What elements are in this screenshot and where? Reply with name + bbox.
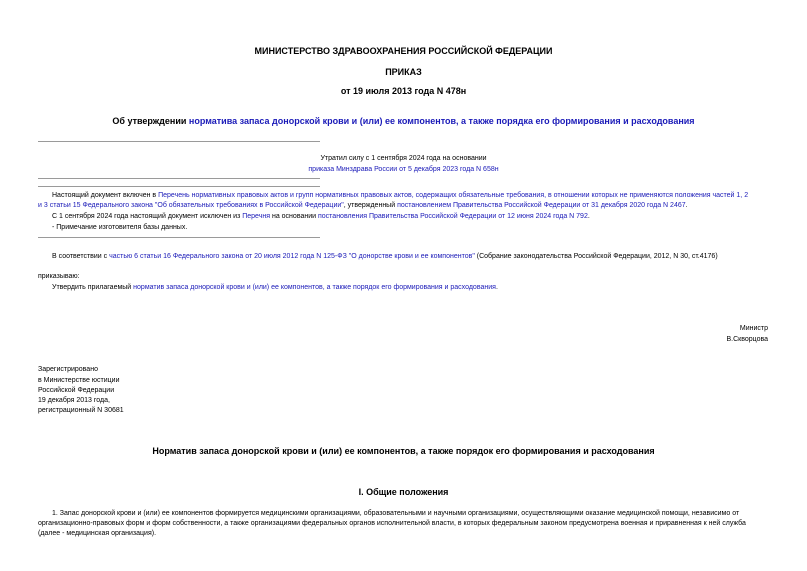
registration-line: Зарегистрировано <box>38 366 98 373</box>
divider <box>38 178 320 179</box>
basis-text: В соответствии с <box>52 253 110 260</box>
note-text: на основании <box>270 213 318 220</box>
government-decree-link[interactable]: постановлением Правительства Российской Федерации от 31 декабря 2020 года N 2467 <box>397 202 686 209</box>
registration-line: в Министерстве юстиции <box>38 377 120 384</box>
note-text: . <box>587 213 590 220</box>
divider <box>38 237 320 238</box>
basis-paragraph <box>52 251 718 262</box>
basis-text: (Собрание законодательства Российской Федерации, 2012, N 30, ст.4176) <box>474 253 718 260</box>
note-text: Настоящий документ включен в <box>52 192 159 199</box>
order-prikazyvayu: приказываю: <box>38 273 80 280</box>
divider <box>38 186 320 187</box>
note-text: С 1 сентября 2024 года настоящий документ исключен из <box>52 213 243 220</box>
annex-title: Норматив запаса донорской крови и (или) ее компонентов, а также порядок его формирования и расходования <box>152 446 655 456</box>
order-text: Утвердить прилагаемый <box>52 284 134 291</box>
list-link[interactable]: Перечень нормативных правовых актов и групп нормативных правовых актов, содержащих обязательные требования, в отношении которых не применяются положения частей 1, 2 <box>158 192 749 199</box>
ministry-heading: МИНИСТЕРСТВО ЗДРАВООХРАНЕНИЯ РОССИЙСКОЙ ФЕДЕРАЦИИ <box>254 46 553 56</box>
status-note-line1: Утратил силу с 1 сентября 2024 года на основании <box>320 155 487 162</box>
federal-law-link[interactable]: и 3 статьи 15 Федерального закона "Об обязательных требованиях в Российской Федерации" <box>38 202 344 209</box>
registration-line: 19 декабря 2013 года, <box>38 397 110 404</box>
annex-paragraph-line: (далее - медицинская организация). <box>38 530 157 537</box>
annex-paragraph-line: 1. Запас донорской крови и (или) ее компонентов формируется медицинскими организациями, образовательными и научными организациями, осуществляющими оказание медицинской помощи, независимо от <box>52 510 740 517</box>
doc-title-link[interactable]: норматива запаса донорской крови и (или) ее компонентов, а также порядка его формирования и расходования <box>188 116 695 126</box>
registration-line: Российской Федерации <box>38 387 115 394</box>
status-note-link[interactable]: приказа Минздрава России от 5 декабря 2023 года N 658н <box>308 166 499 173</box>
section-heading: I. Общие положения <box>358 487 449 497</box>
order-paragraph <box>52 282 498 293</box>
registration-line: регистрационный N 30681 <box>38 407 124 414</box>
annex-paragraph-line: организационно-правовых форм и форм собственности, а также организациями федеральных органов исполнительной власти, в которых федеральным законом предусмотрена военная и приравненная к ней служба <box>38 520 746 527</box>
doc-type-heading: ПРИКАЗ <box>385 67 422 77</box>
doc-date-number: от 19 июля 2013 года N 478н <box>340 86 467 96</box>
order-text: . <box>495 284 498 291</box>
perechen-link[interactable]: Перечня <box>242 213 271 220</box>
donor-law-link[interactable]: частью 6 статьи 16 Федерального закона от 20 июля 2012 года N 125-ФЗ "О донорстве крови и ее компонентов" <box>109 253 475 260</box>
note-paragraph-2 <box>52 211 590 222</box>
doc-title-prefix: Об утверждении <box>112 116 189 126</box>
decree-792-link[interactable]: постановления Правительства Российской Федерации от 12 июня 2024 года N 792 <box>317 213 588 220</box>
note-paragraph-3: - Примечание изготовителя базы данных. <box>52 224 188 231</box>
doc-title <box>0 116 807 126</box>
signature-position: Министр <box>739 325 768 332</box>
note-text: . <box>685 202 688 209</box>
normative-link[interactable]: норматив запаса донорской крови и (или) ее компонентов, а также порядок его формирования и расходования <box>133 284 496 291</box>
note-paragraph-1-line-2 <box>38 200 688 211</box>
note-text: , утвержденный <box>343 202 398 209</box>
divider <box>38 141 320 142</box>
signature-name: В.Скворцова <box>726 336 768 343</box>
